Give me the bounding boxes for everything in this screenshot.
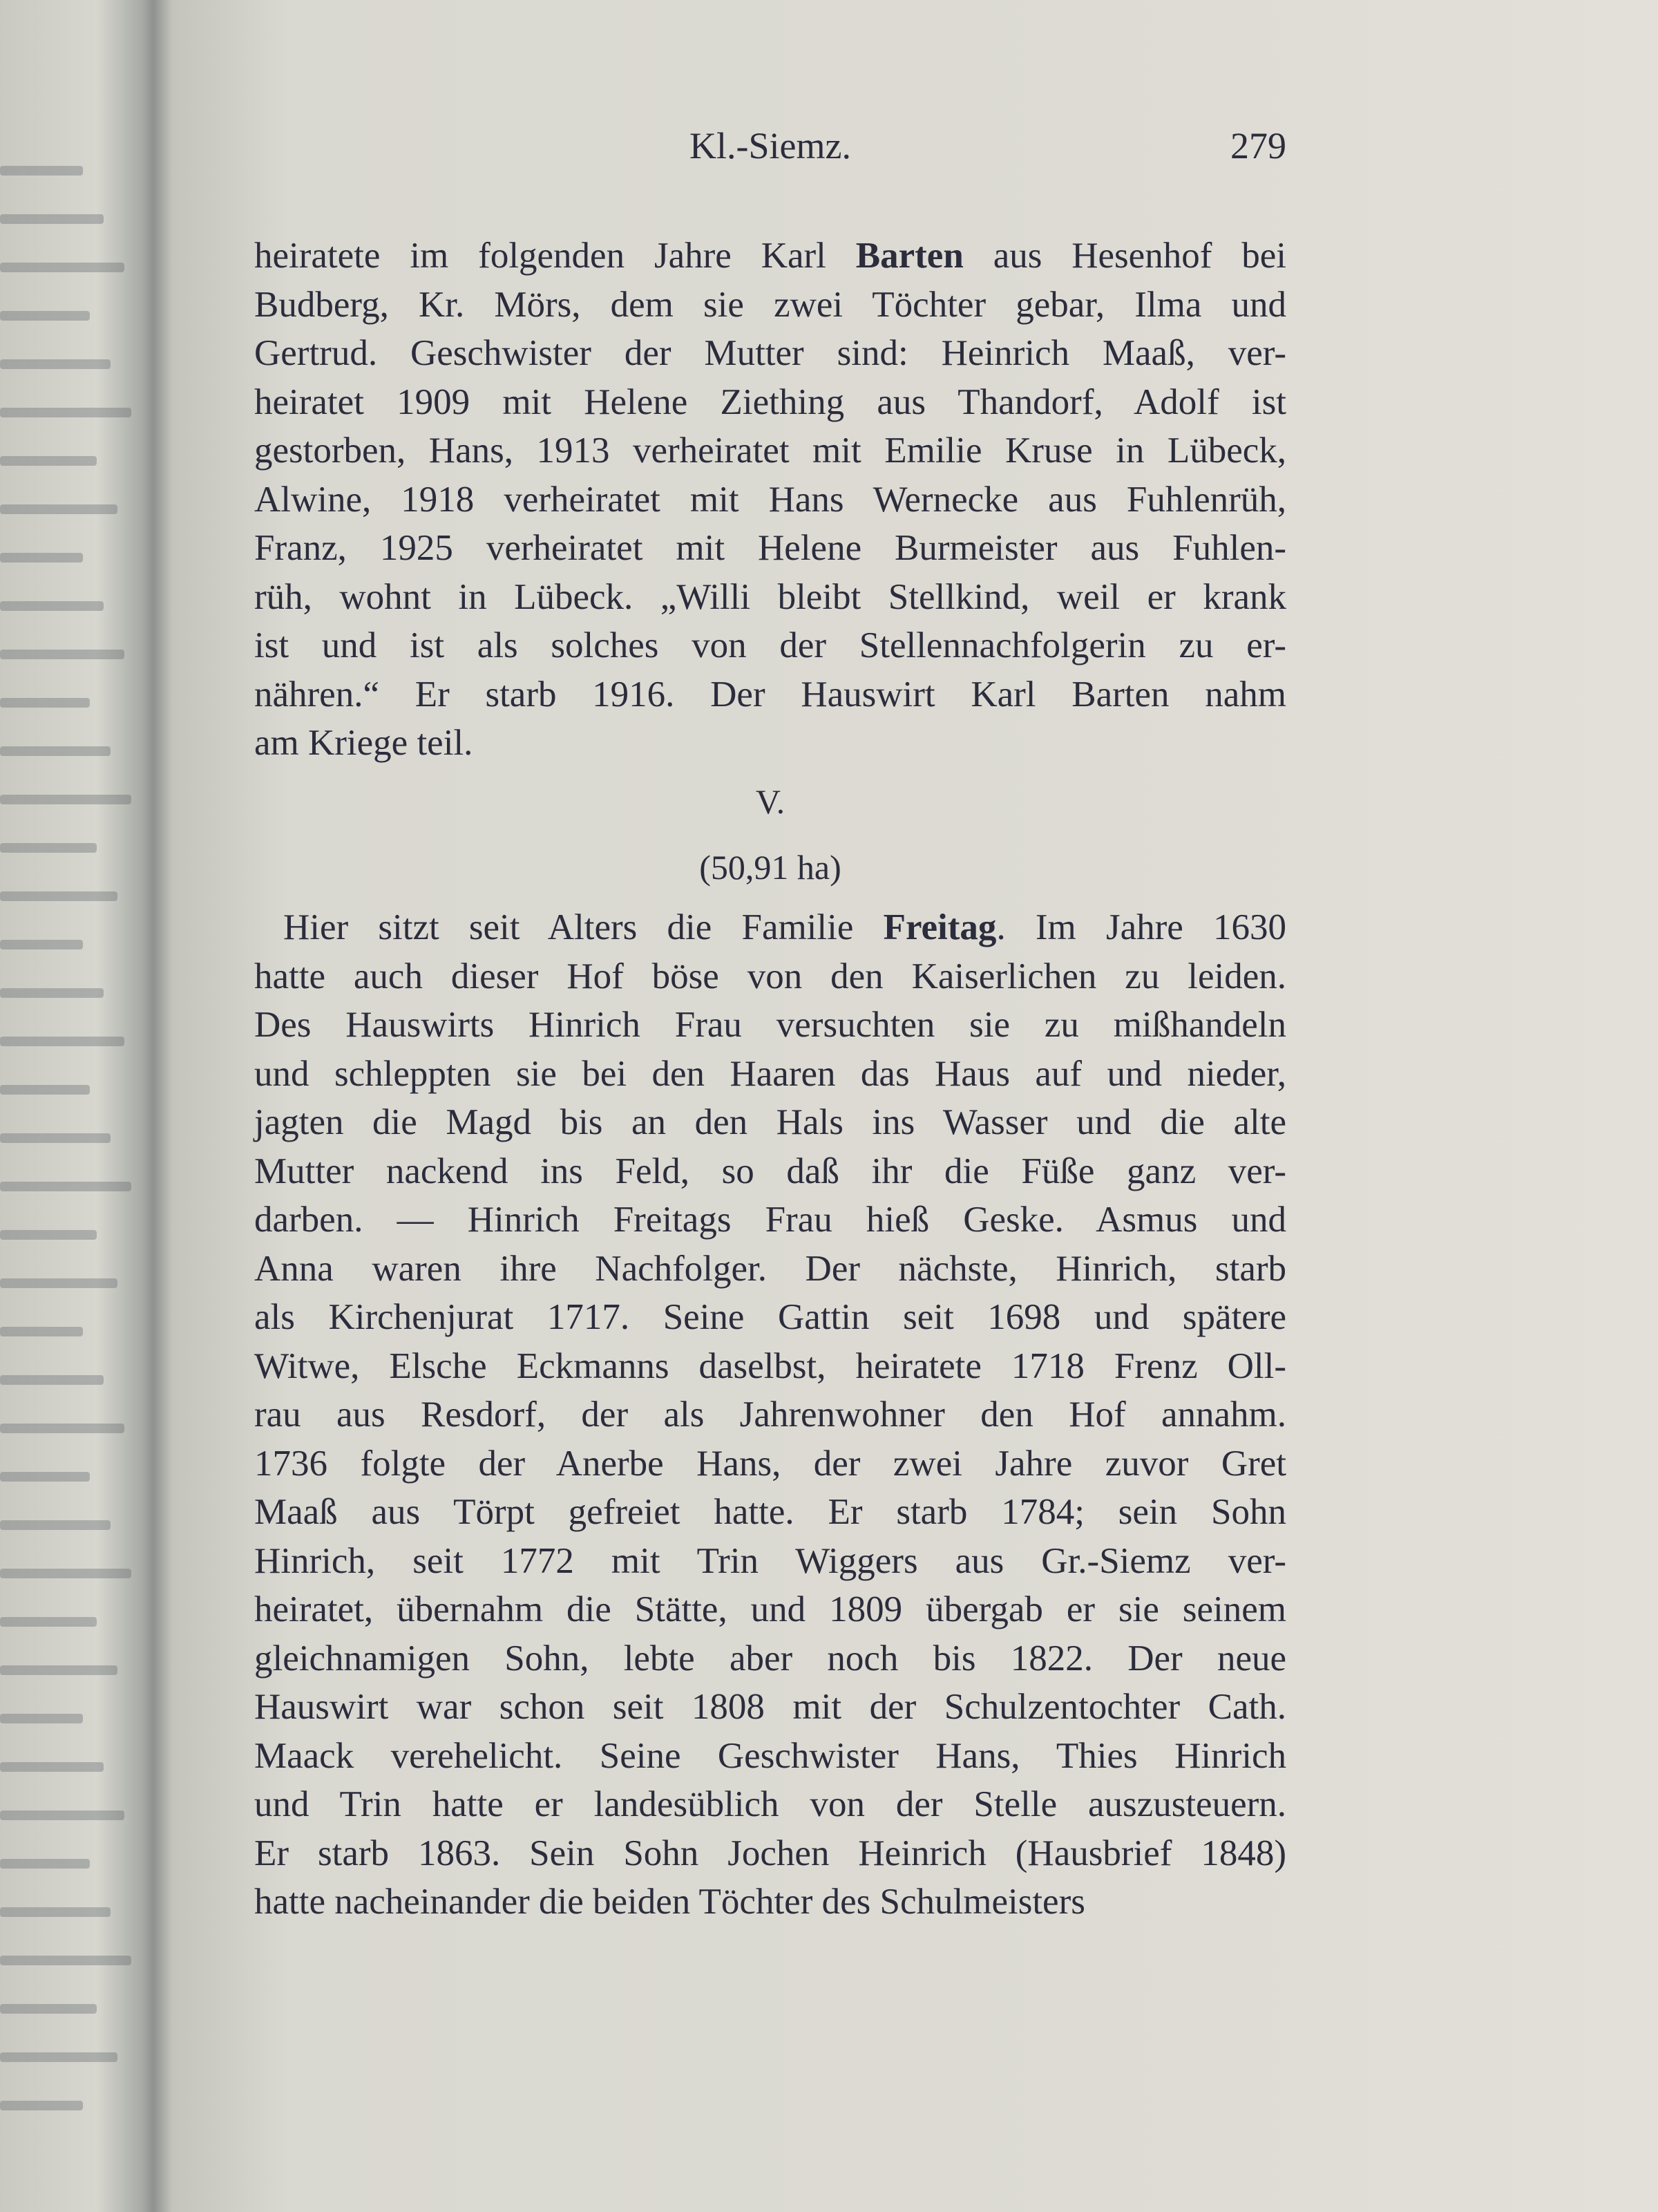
section-area: (50,91 ha) [699,848,841,887]
facing-page-text-fragment [0,214,104,224]
facing-page-text-fragment [0,1762,104,1772]
facing-page-text-fragment [0,1230,97,1240]
facing-page-text-fragment [0,1956,131,1965]
text-line: darben. — Hinrich Freitags Frau hieß Geske. Asmus und [254,1200,1286,1240]
facing-page-text-fragment [0,263,124,272]
text-line: Er starb 1863. Sein Sohn Jochen Heinrich (Hausbrief 1848) [254,1833,1286,1873]
facing-page-text-fragment [0,456,97,466]
facing-page-text-fragment [0,1278,117,1288]
text-line: Hinrich, seit 1772 mit Trin Wiggers aus Gr.-Siemz ver- [254,1540,1286,1581]
facing-page-text-fragment [0,795,131,804]
facing-page-text-fragment [0,2101,83,2110]
text-line: Maack verehelicht. Seine Geschwister Hans, Thies Hinrich [254,1735,1286,1776]
text-line: Maaß aus Törpt gefreiet hatte. Er starb 1784; sein Sohn [254,1492,1286,1532]
facing-page-text-fragment [0,408,131,417]
text-line: Mutter nackend ins Feld, so daß ihr die Füße ganz ver- [254,1151,1286,1191]
text-line: jagten die Magd bis an den Hals ins Wasser und die alte [254,1102,1286,1142]
facing-page-text-fragment [0,166,83,176]
text-line: gleichnamigen Sohn, lebte aber noch bis 1822. Der neue [254,1638,1286,1679]
facing-page-text-fragment [0,2004,97,2014]
facing-page-text-fragment [0,988,104,998]
running-title: Kl.-Siemz. [689,125,851,167]
text-line: heiratete im folgenden Jahre Karl Barten aus Hesenhof bei [254,236,1286,276]
facing-page-text-fragment [0,1907,111,1917]
facing-page-text-fragment [0,1133,111,1143]
bold-name: Barten [855,236,964,276]
text-line: und schleppten sie bei den Haaren das Haus auf und nieder, [254,1053,1286,1094]
text-line: 1736 folgte der Anerbe Hans, der zwei Jahre zuvor Gret [254,1443,1286,1484]
facing-page-text-fragment [0,698,90,708]
text-line: Witwe, Elsche Eckmanns daselbst, heiratete 1718 Frenz Oll- [254,1345,1286,1386]
text-line: Anna waren ihre Nachfolger. Der nächste, Hinrich, starb [254,1248,1286,1289]
facing-page-text-fragment [0,359,111,369]
text-line: und Trin hatte er landesüblich von der Stelle auszusteuern. [254,1784,1286,1824]
text-line: nähren.“ Er starb 1916. Der Hauswirt Karl Barten nahm [254,674,1286,715]
facing-page-text-fragment [0,1520,111,1530]
facing-page-text-fragment [0,843,97,853]
text-line: Alwine, 1918 verheiratet mit Hans Wernecke aus Fuhlenrüh, [254,479,1286,520]
facing-page-text-fragment [0,1327,83,1336]
facing-page-text-fragment [0,1617,97,1627]
facing-page-text-fragment [0,1665,117,1675]
text-line: Gertrud. Geschwister der Mutter sind: Heinrich Maaß, ver- [254,333,1286,373]
facing-page-text-fragment [0,746,111,756]
facing-page-text-fragment [0,504,117,514]
facing-page-text-fragment [0,940,83,949]
text-line: Franz, 1925 verheiratet mit Helene Burmeister aus Fuhlen- [254,528,1286,568]
text-line: gestorben, Hans, 1913 verheiratet mit Emilie Kruse in Lübeck, [254,431,1286,471]
facing-page-text-fragment [0,1811,124,1820]
text-line: hatte auch dieser Hof böse von den Kaiserlichen zu leiden. [254,956,1286,996]
text-line: ist und ist als solches von der Stellennachfolgerin zu er- [254,625,1286,665]
facing-page-text-fragment [0,1714,83,1723]
text-line: hatte nacheinander die beiden Töchter des Schulmeisters [254,1882,1085,1922]
text-line: rau aus Resdorf, der als Jahrenwohner den Hof annahm. [254,1395,1286,1435]
text-line: heiratet, übernahm die Stätte, und 1809 übergab er sie seinem [254,1589,1286,1629]
facing-page-text-fragment [0,1037,124,1046]
facing-page-text-fragment [0,2052,117,2062]
section-number: V. [755,782,785,821]
facing-page-text-fragment [0,650,124,659]
text-line: Budberg, Kr. Mörs, dem sie zwei Töchter gebar, Ilma und [254,284,1286,325]
text-line: rüh, wohnt in Lübeck. „Willi bleibt Stellkind, weil er krank [254,576,1286,617]
page-header [254,124,1286,173]
bold-name: Freitag [883,907,997,947]
facing-page-text-fragment [0,1569,131,1578]
text-line: heiratet 1909 mit Helene Ziething aus Thandorf, Adolf ist [254,381,1286,422]
facing-page-text-fragment [0,1472,90,1482]
text-line: als Kirchenjurat 1717. Seine Gattin seit 1698 und spätere [254,1297,1286,1337]
page-number: 279 [1230,125,1286,167]
facing-page-text-fragment [0,1859,90,1869]
facing-page-edge [0,0,149,2212]
facing-page-text-fragment [0,1085,90,1095]
text-line: Des Hauswirts Hinrich Frau versuchten sie zu mißhandeln [254,1005,1286,1045]
text-line: am Kriege teil. [254,723,473,763]
facing-page-text-fragment [0,601,104,611]
facing-page-text-fragment [0,1375,104,1385]
facing-page-text-fragment [0,1182,131,1191]
facing-page-text-fragment [0,311,90,321]
text-line: Hier sitzt seit Alters die Familie Freitag. Im Jahre 1630 [283,907,1286,947]
text-line: Hauswirt war schon seit 1808 mit der Schulzentochter Cath. [254,1687,1286,1727]
facing-page-text-fragment [0,553,83,563]
facing-page-text-fragment [0,1424,124,1433]
facing-page-text-fragment [0,891,117,901]
